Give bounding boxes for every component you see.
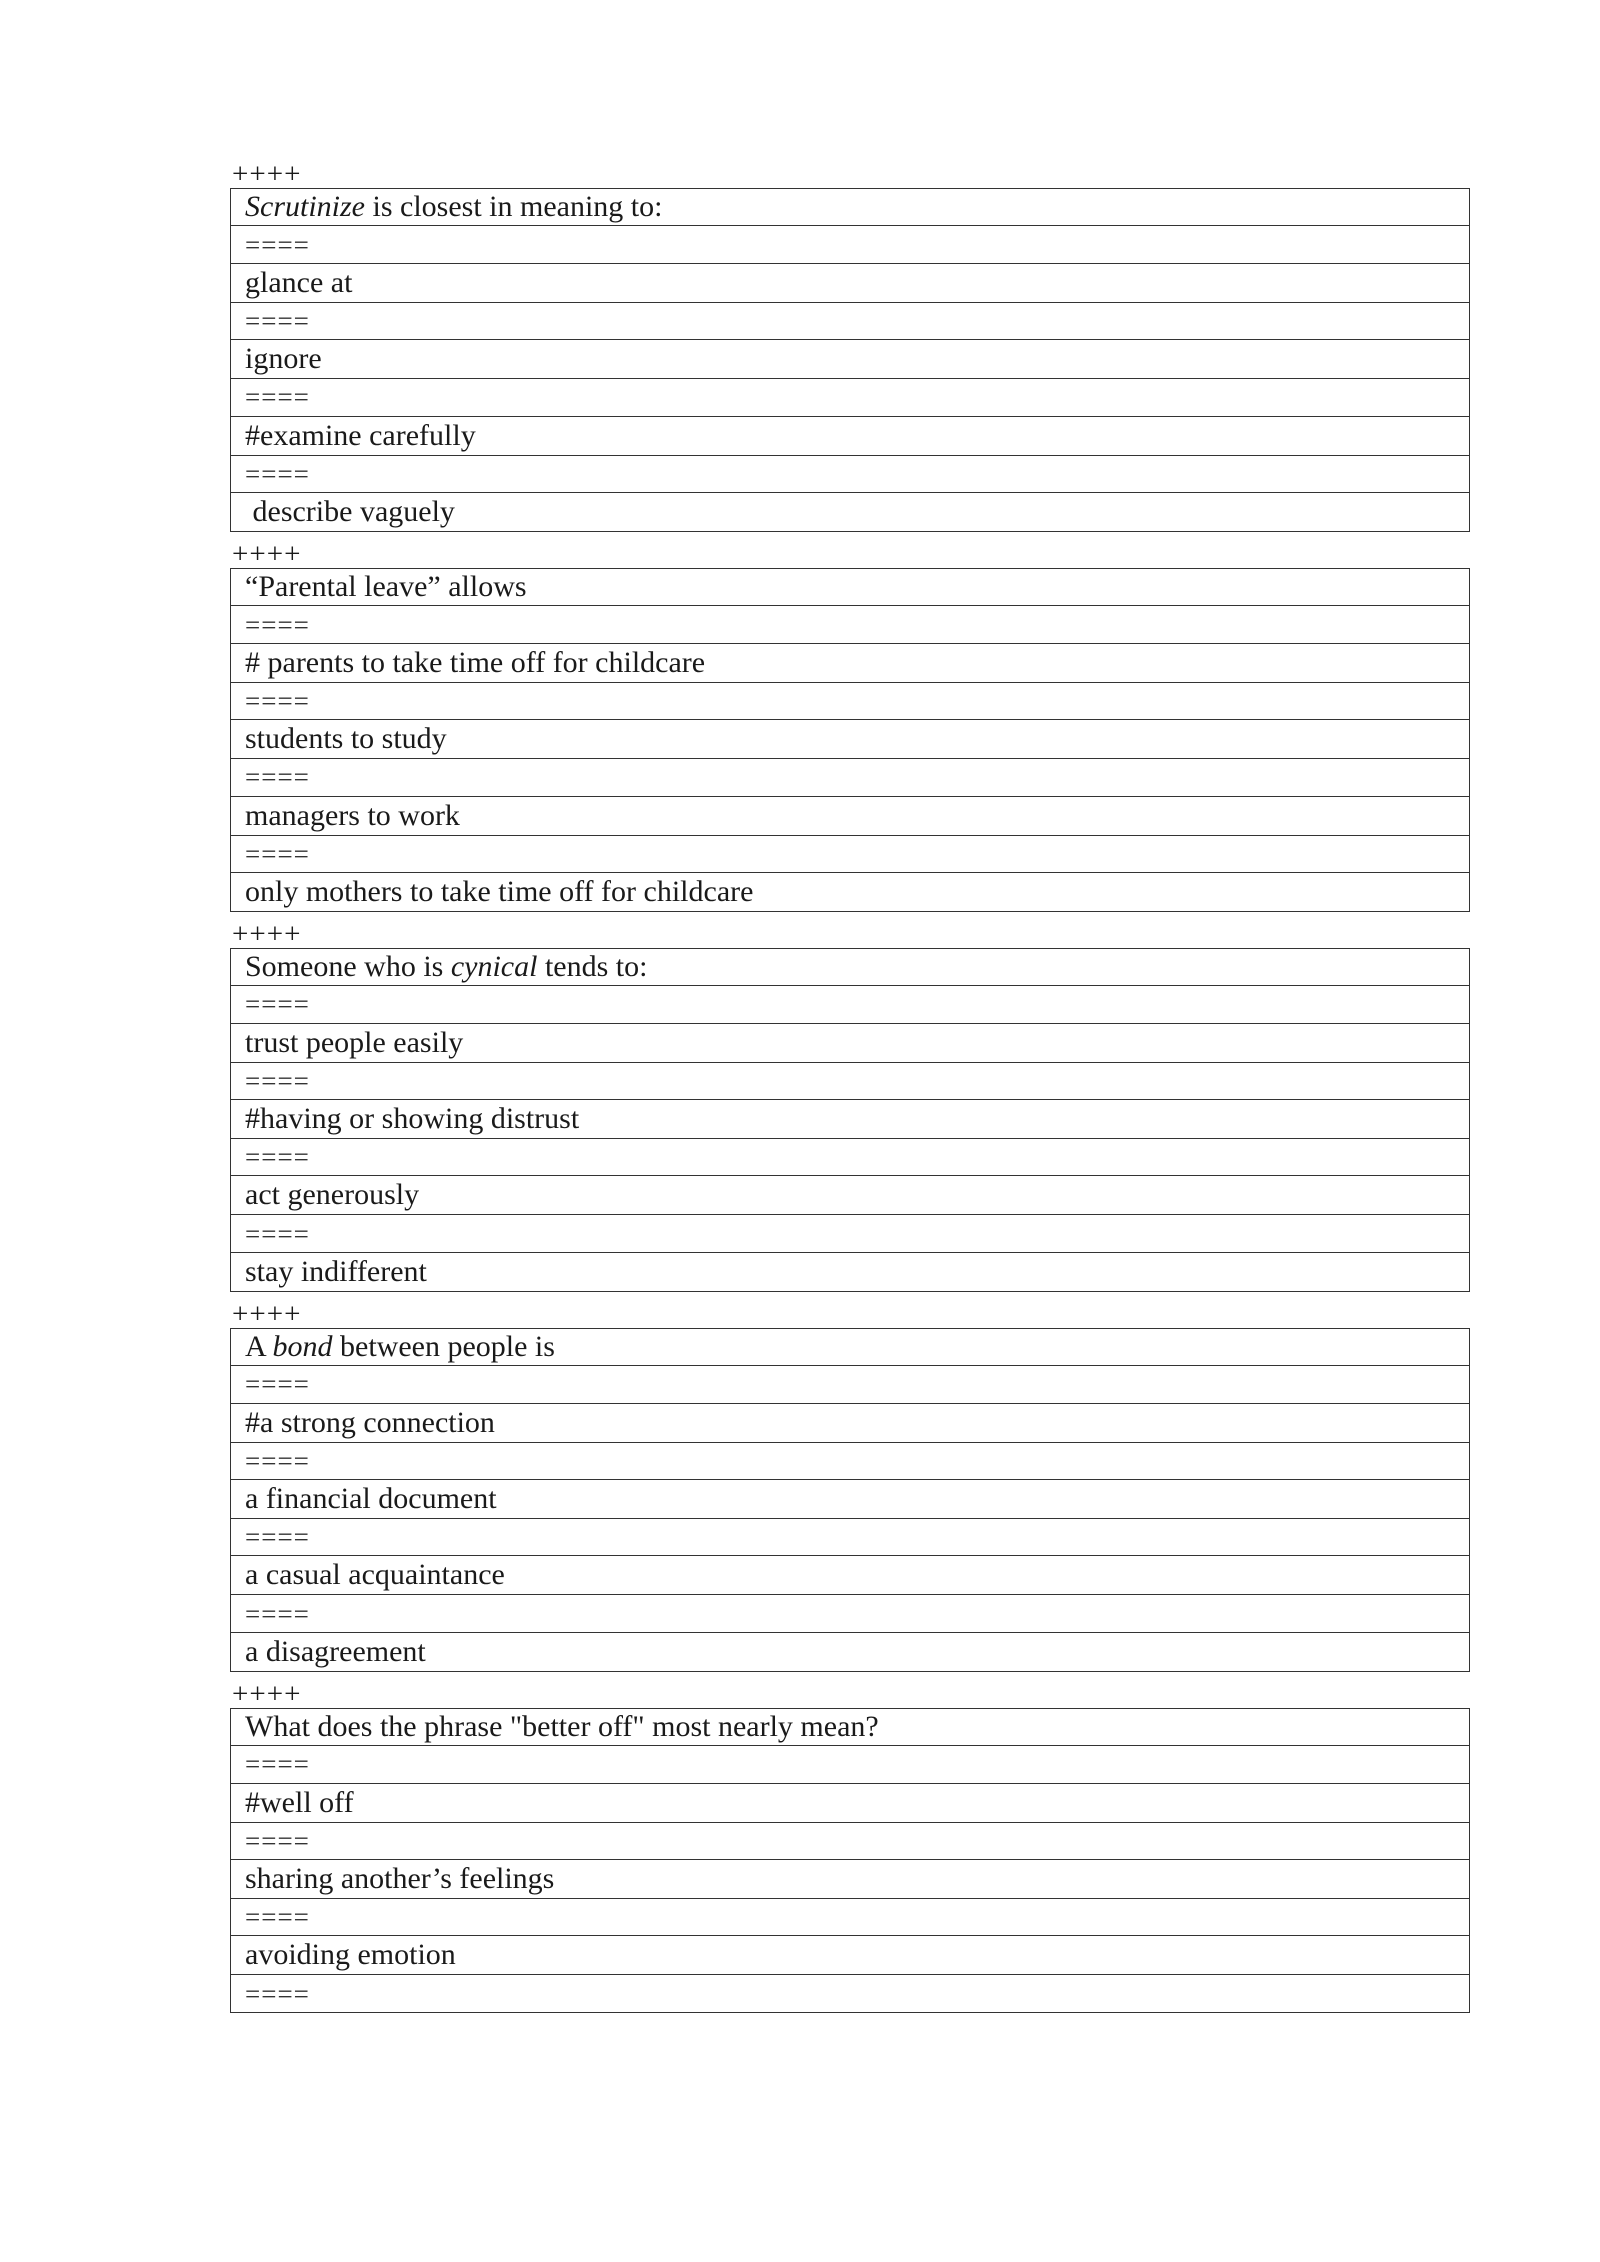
answer-option: stay indifferent [231, 1252, 1470, 1291]
answer-option: avoiding emotion [231, 1936, 1470, 1975]
answer-option: managers to work [231, 796, 1470, 835]
stem-text: between people is [332, 1330, 555, 1364]
option-divider-row [231, 1366, 1470, 1403]
answer-option: #well off [231, 1783, 1470, 1822]
option-divider-row [231, 226, 1470, 263]
option-divider: ==== [231, 379, 1470, 416]
answer-option: sharing another’s feelings [231, 1859, 1470, 1898]
answer-option-row [231, 643, 1470, 682]
answer-option-row [231, 872, 1470, 911]
option-divider-row [231, 1519, 1470, 1556]
option-divider-row [231, 835, 1470, 872]
answer-option-row [231, 1859, 1470, 1898]
question-stem [231, 1328, 1470, 1365]
answer-option: a casual acquaintance [231, 1556, 1470, 1595]
answer-option: ignore [231, 340, 1470, 379]
option-divider: ==== [231, 1215, 1470, 1252]
option-divider: ==== [231, 606, 1470, 643]
answer-option: trust people easily [231, 1023, 1470, 1062]
option-divider-row [231, 1062, 1470, 1099]
answer-option-row [231, 1403, 1470, 1442]
answer-option: describe vaguely [231, 492, 1470, 531]
answer-option: #a strong connection [231, 1403, 1470, 1442]
answer-option: a financial document [231, 1480, 1470, 1519]
option-divider: ==== [231, 1062, 1470, 1099]
question-separator: ++++ [232, 1297, 302, 1330]
answer-option-row [231, 1480, 1470, 1519]
answer-option: act generously [231, 1176, 1470, 1215]
stem-text: tends to: [537, 950, 648, 984]
question-stem [231, 1708, 1470, 1745]
answer-option-row [231, 1176, 1470, 1215]
stem-text: Someone who is [245, 950, 451, 984]
stem-text: is closest in meaning to: [365, 190, 663, 224]
option-divider-row [231, 455, 1470, 492]
answer-option-row [231, 1556, 1470, 1595]
question-table [230, 1328, 1470, 1672]
question-table [230, 188, 1470, 532]
question-stem-row [231, 948, 1470, 985]
option-divider-row [231, 682, 1470, 719]
stem-text: What does the phrase "better off" most nearly mean? [245, 1710, 879, 1743]
question-stem [231, 189, 1470, 226]
option-divider-row [231, 1975, 1470, 2012]
question-table [230, 1708, 1470, 2013]
question-separator: ++++ [232, 1677, 302, 1710]
option-divider: ==== [231, 1442, 1470, 1479]
stem-text: A [245, 1330, 273, 1364]
question-separator: ++++ [232, 158, 302, 190]
option-divider-row [231, 986, 1470, 1023]
answer-option: # parents to take time off for childcare [231, 643, 1470, 682]
option-divider: ==== [231, 302, 1470, 339]
option-divider-row [231, 1822, 1470, 1859]
answer-option-row [231, 263, 1470, 302]
answer-option-row [231, 492, 1470, 531]
option-divider: ==== [231, 1519, 1470, 1556]
option-divider: ==== [231, 455, 1470, 492]
question-table [230, 568, 1470, 912]
option-divider: ==== [231, 1822, 1470, 1859]
option-divider: ==== [231, 759, 1470, 796]
option-divider-row [231, 379, 1470, 416]
answer-option-row [231, 1783, 1470, 1822]
quiz-document [230, 152, 1470, 2013]
question-stem [231, 568, 1470, 605]
answer-option-row [231, 720, 1470, 759]
option-divider-row [231, 1139, 1470, 1176]
question-table [230, 948, 1470, 1292]
answer-option: #having or showing distrust [231, 1100, 1470, 1139]
answer-option: students to study [231, 720, 1470, 759]
answer-option: only mothers to take time off for childcare [231, 872, 1470, 911]
option-divider-row [231, 759, 1470, 796]
stem-keyword: Scrutinize [245, 190, 365, 224]
answer-option-row [231, 340, 1470, 379]
option-divider-row [231, 1215, 1470, 1252]
option-divider: ==== [231, 986, 1470, 1023]
answer-option-row [231, 1632, 1470, 1671]
option-divider: ==== [231, 1746, 1470, 1783]
question-stem-row [231, 568, 1470, 605]
option-divider: ==== [231, 226, 1470, 263]
question-separator: ++++ [232, 537, 302, 570]
question-stem-row [231, 1708, 1470, 1745]
answer-option: #examine carefully [231, 416, 1470, 455]
option-divider: ==== [231, 835, 1470, 872]
option-divider-row [231, 606, 1470, 643]
question-stem-row [231, 1328, 1470, 1365]
stem-text: “Parental leave” allows [245, 570, 527, 604]
answer-option-row [231, 796, 1470, 835]
option-divider: ==== [231, 1139, 1470, 1176]
option-divider: ==== [231, 1975, 1470, 2012]
answer-option: glance at [231, 263, 1470, 302]
option-divider: ==== [231, 682, 1470, 719]
option-divider-row [231, 1442, 1470, 1479]
stem-keyword: bond [272, 1330, 333, 1364]
answer-option-row [231, 1023, 1470, 1062]
answer-option-row [231, 1936, 1470, 1975]
answer-option-row [231, 1100, 1470, 1139]
answer-option-row [231, 1252, 1470, 1291]
answer-option-row [231, 416, 1470, 455]
option-divider-row [231, 1595, 1470, 1632]
option-divider-row [231, 302, 1470, 339]
question-stem-row [231, 189, 1470, 226]
option-divider-row [231, 1898, 1470, 1935]
option-divider: ==== [231, 1366, 1470, 1403]
option-divider: ==== [231, 1595, 1470, 1632]
question-separator: ++++ [232, 917, 302, 950]
option-divider: ==== [231, 1898, 1470, 1935]
question-stem [231, 948, 1470, 985]
answer-option: a disagreement [231, 1632, 1470, 1671]
stem-keyword: cynical [450, 950, 538, 984]
option-divider-row [231, 1746, 1470, 1783]
